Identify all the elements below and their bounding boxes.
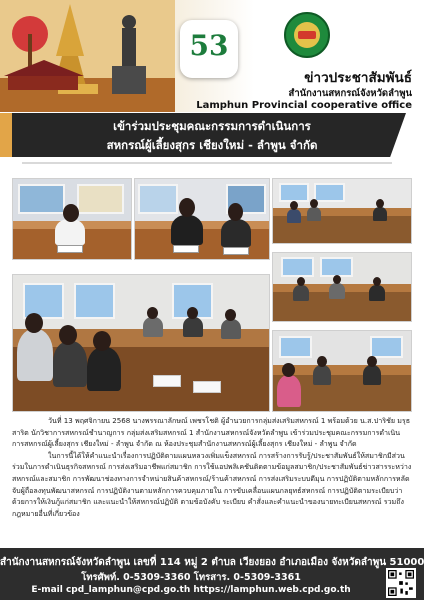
anniversary-logo bbox=[180, 20, 238, 78]
headline-line-2: สหกรณ์ผู้เลี้ยงสุกร เชียงใหม่ - ลำพูน จำกัด bbox=[106, 138, 318, 152]
provincial-seal-icon bbox=[284, 12, 330, 58]
headline-line-1: เข้าร่วมประชุมคณะกรรมการดำเนินการ bbox=[113, 119, 311, 133]
temple-image bbox=[0, 0, 175, 112]
divider bbox=[22, 162, 392, 164]
headline-banner bbox=[0, 113, 424, 161]
article-paragraph-1: วันที่ 13 พฤศจิกายน 2568 นางพรรณาลักษณ์ เพชรโชติ ผู้อำนวยการกลุ่มส่งเสริมสหกรณ์ 1 พร้อมด้วย น.ส.ปาริชัย มรุธสาริต นักวิชาการสหกรณ์ชำนาญการ กลุ่มส่งเสริมสหกรณ์ 1 สำนักงานสหกรณ์จังหวัดลำพูน เข้าร่วมประชุมคณะกรรมการดำเนินการสหกรณ์ผู้เลี้ยงสุกร เชียงใหม่ - ลำพูน จำกัด ณ ห้องประชุมสำนักงานสหกรณ์ผู้เลี้ยงสุกร เชียงใหม่ - ลำพูน จำกัด bbox=[12, 416, 411, 449]
footer bbox=[0, 548, 424, 600]
meeting-photo-2 bbox=[134, 178, 270, 260]
photo-collage bbox=[12, 178, 412, 412]
meeting-photo-1 bbox=[12, 178, 132, 260]
header bbox=[0, 0, 424, 112]
footer-contact: E-mail cpd_lamphun@cpd.go.th https://lamphun.web.cpd.go.th bbox=[31, 585, 351, 595]
meeting-photo-3 bbox=[272, 178, 412, 244]
article-paragraph-2: ในการนี้ได้ให้คำแนะนำเรื่องการปฏิบัติตามแผนหลวงเพิ่มแข็งสหกรณ์ การสร้างการรับรู้/ประชาสัมพันธ์ให้สมาชิกมีส่วนร่วมในการดำเนินธุรกิจสหกรณ์ การส่งเสริมอาชีพแก่สมาชิก การใช้แอปพลิเคชันติดตามข้อมูลสมาชิก/ประชาสัมพันธ์ข่าวสารระหว่างสหกรณ์และสมาชิก การพัฒนาช่องทางการจำหน่ายสินค้าสหกรณ์/ร้านค้าสหกรณ์ การส่งเสริมระบบดีมุน การปฏิบัติตามหลักการหลัดจับผู้ถือลงทุนพัฒนาสหกรณ์ การปฏิบัติงานตามหลักการควบคุมภายใน การขับเคลื่อนแผนกลยุทธ์สหกรณ์ การปฏิบัติตามระเบียบว่าด้วยการให้เงินกู้แก่สมาชิก และแนะนำให้สหกรณ์ปฏิบัติ ตามข้อบังคับ ระเบียบ คำสั่งและคำแนะนำของนายทะเบียนสหกรณ์ รวมถึงกฎหมายอื่นที่เกี่ยวข้อง bbox=[12, 450, 412, 518]
header-title: ข่าวประชาสัมพันธ์ bbox=[304, 70, 412, 86]
anniversary-logo-text: 53 bbox=[189, 29, 229, 62]
article-body bbox=[12, 415, 412, 519]
meeting-photo-5 bbox=[12, 274, 270, 412]
header-office-name-en: Lamphun Provincial cooperative office bbox=[196, 100, 412, 111]
header-office-name: สำนักงานสหกรณ์จังหวัดลำพูน bbox=[288, 88, 412, 99]
footer-phone: โทรศัพท์. 0-5309-3360 โทรสาร. 0-5309-3361 bbox=[81, 572, 301, 583]
footer-address: สำนักงานสหกรณ์จังหวัดลำพูน เลขที่ 114 หมู่ 2 ตำบล เวียงยอง อำเภอเมือง จังหวัดลำพูน 51000 bbox=[0, 557, 424, 568]
meeting-photo-6 bbox=[272, 330, 412, 412]
qr-code-icon bbox=[386, 568, 416, 598]
meeting-photo-4 bbox=[272, 252, 412, 322]
